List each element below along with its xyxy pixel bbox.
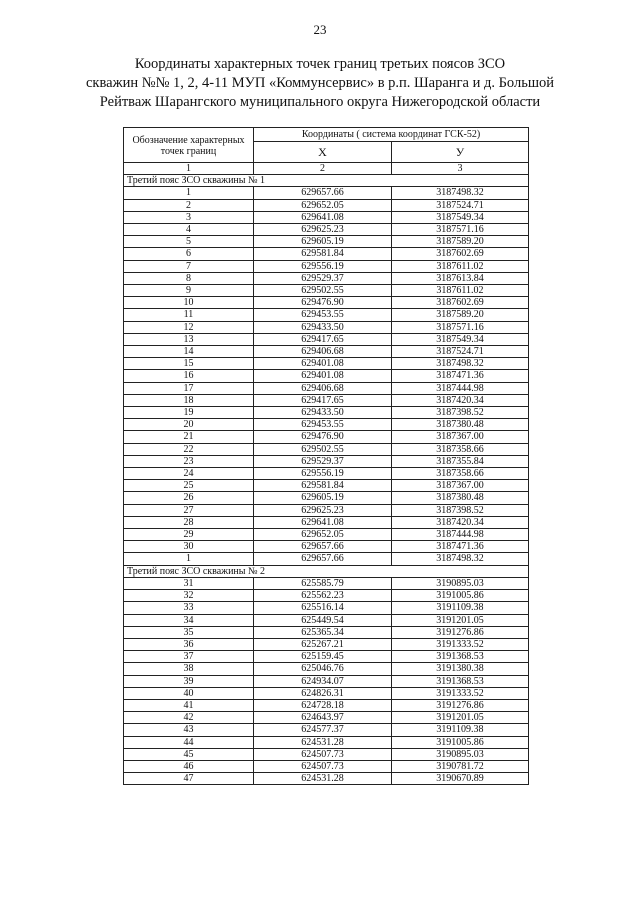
y-coordinate-cell: 3187571.16	[392, 224, 529, 236]
table-row	[124, 492, 529, 504]
point-number-cell: 1	[124, 553, 254, 565]
y-coordinate-cell: 3187380.48	[392, 492, 529, 504]
table-row	[124, 626, 529, 638]
x-coordinate-cell: 629641.08	[254, 516, 392, 528]
point-number-cell: 38	[124, 663, 254, 675]
x-coordinate-cell: 629453.55	[254, 419, 392, 431]
x-coordinate-cell: 629417.65	[254, 394, 392, 406]
y-coordinate-cell: 3187524.71	[392, 199, 529, 211]
point-number-cell: 42	[124, 712, 254, 724]
x-coordinate-cell: 629581.84	[254, 480, 392, 492]
table-row	[124, 309, 529, 321]
table-row	[124, 687, 529, 699]
table-row	[124, 431, 529, 443]
x-coordinate-cell: 629657.66	[254, 541, 392, 553]
point-number-cell: 14	[124, 346, 254, 358]
title-line-3: Рейтваж Шарангского муниципального округа Нижегородской области	[99, 94, 541, 110]
x-coordinate-cell: 629476.90	[254, 431, 392, 443]
section-title: Третий пояс ЗСО скважины № 1	[124, 175, 529, 187]
header-y: У	[392, 142, 529, 163]
y-coordinate-cell: 3187358.66	[392, 443, 529, 455]
y-coordinate-cell: 3191109.38	[392, 724, 529, 736]
x-coordinate-cell: 624934.07	[254, 675, 392, 687]
y-coordinate-cell: 3190895.03	[392, 577, 529, 589]
point-number-cell: 15	[124, 358, 254, 370]
point-number-cell: 17	[124, 382, 254, 394]
y-coordinate-cell: 3187355.84	[392, 455, 529, 467]
x-coordinate-cell: 629556.19	[254, 468, 392, 480]
y-coordinate-cell: 3187549.34	[392, 333, 529, 345]
x-coordinate-cell: 625516.14	[254, 602, 392, 614]
y-coordinate-cell: 3187471.36	[392, 541, 529, 553]
x-coordinate-cell: 629453.55	[254, 309, 392, 321]
point-number-cell: 1	[124, 187, 254, 199]
table-row	[124, 468, 529, 480]
point-number-cell: 37	[124, 651, 254, 663]
header-point-designation: Обозначение характерных точек границ	[124, 128, 254, 163]
y-coordinate-cell: 3187549.34	[392, 211, 529, 223]
y-coordinate-cell: 3187498.32	[392, 553, 529, 565]
x-coordinate-cell: 629406.68	[254, 382, 392, 394]
y-coordinate-cell: 3187602.69	[392, 297, 529, 309]
table-row	[124, 297, 529, 309]
x-coordinate-cell: 624643.97	[254, 712, 392, 724]
y-coordinate-cell: 3191005.86	[392, 736, 529, 748]
y-coordinate-cell: 3187471.36	[392, 370, 529, 382]
table-row	[124, 638, 529, 650]
x-coordinate-cell: 624826.31	[254, 687, 392, 699]
table-row	[124, 321, 529, 333]
y-coordinate-cell: 3187380.48	[392, 419, 529, 431]
point-number-cell: 35	[124, 626, 254, 638]
table-row	[124, 382, 529, 394]
x-coordinate-cell: 629657.66	[254, 553, 392, 565]
point-number-cell: 28	[124, 516, 254, 528]
x-coordinate-cell: 629529.37	[254, 272, 392, 284]
section-header-row	[124, 565, 529, 577]
x-coordinate-cell: 629529.37	[254, 455, 392, 467]
point-number-cell: 16	[124, 370, 254, 382]
x-coordinate-cell: 624728.18	[254, 699, 392, 711]
y-coordinate-cell: 3191005.86	[392, 590, 529, 602]
x-coordinate-cell: 629417.65	[254, 333, 392, 345]
point-number-cell: 21	[124, 431, 254, 443]
point-number-cell: 24	[124, 468, 254, 480]
point-number-cell: 20	[124, 419, 254, 431]
x-coordinate-cell: 625585.79	[254, 577, 392, 589]
table-row	[124, 736, 529, 748]
x-coordinate-cell: 629605.19	[254, 492, 392, 504]
y-coordinate-cell: 3187611.02	[392, 260, 529, 272]
x-coordinate-cell: 629433.50	[254, 321, 392, 333]
title-line-2: скважин №№ 1, 2, 4-11 МУП «Коммунсервис» в р.п. Шаранга и д. Большой	[86, 75, 554, 91]
y-coordinate-cell: 3187498.32	[392, 187, 529, 199]
table-row	[124, 529, 529, 541]
y-coordinate-cell: 3191333.52	[392, 687, 529, 699]
point-number-cell: 46	[124, 760, 254, 772]
y-coordinate-cell: 3187398.52	[392, 407, 529, 419]
point-number-cell: 23	[124, 455, 254, 467]
table-row	[124, 394, 529, 406]
x-coordinate-cell: 629605.19	[254, 236, 392, 248]
point-number-cell: 44	[124, 736, 254, 748]
table-row	[124, 272, 529, 284]
point-number-cell: 19	[124, 407, 254, 419]
x-coordinate-cell: 624507.73	[254, 760, 392, 772]
point-number-cell: 22	[124, 443, 254, 455]
table-row	[124, 699, 529, 711]
point-number-cell: 3	[124, 211, 254, 223]
point-number-cell: 12	[124, 321, 254, 333]
table-row	[124, 187, 529, 199]
y-coordinate-cell: 3187398.52	[392, 504, 529, 516]
table-row	[124, 236, 529, 248]
point-number-cell: 26	[124, 492, 254, 504]
x-coordinate-cell: 629625.23	[254, 224, 392, 236]
document-title	[60, 55, 580, 112]
point-number-cell: 13	[124, 333, 254, 345]
point-number-cell: 7	[124, 260, 254, 272]
point-number-cell: 34	[124, 614, 254, 626]
table-row	[124, 455, 529, 467]
y-coordinate-cell: 3187602.69	[392, 248, 529, 260]
table-row	[124, 712, 529, 724]
x-coordinate-cell: 625159.45	[254, 651, 392, 663]
y-coordinate-cell: 3187367.00	[392, 480, 529, 492]
section-header-row	[124, 175, 529, 187]
page-number: 23	[313, 22, 327, 37]
header-x: X	[254, 142, 392, 163]
x-coordinate-cell: 625449.54	[254, 614, 392, 626]
y-coordinate-cell: 3191201.05	[392, 712, 529, 724]
table-row	[124, 651, 529, 663]
y-coordinate-cell: 3190895.03	[392, 748, 529, 760]
x-coordinate-cell: 625365.34	[254, 626, 392, 638]
y-coordinate-cell: 3187367.00	[392, 431, 529, 443]
x-coordinate-cell: 629556.19	[254, 260, 392, 272]
point-number-cell: 5	[124, 236, 254, 248]
table-row	[124, 541, 529, 553]
point-number-cell: 31	[124, 577, 254, 589]
table-row	[124, 224, 529, 236]
x-coordinate-cell: 629401.08	[254, 358, 392, 370]
y-coordinate-cell: 3191368.53	[392, 675, 529, 687]
table-row	[124, 577, 529, 589]
point-number-cell: 29	[124, 529, 254, 541]
point-number-cell: 33	[124, 602, 254, 614]
y-coordinate-cell: 3191276.86	[392, 626, 529, 638]
point-number-cell: 11	[124, 309, 254, 321]
table-row	[124, 724, 529, 736]
point-number-cell: 10	[124, 297, 254, 309]
y-coordinate-cell: 3191368.53	[392, 651, 529, 663]
x-coordinate-cell: 624577.37	[254, 724, 392, 736]
point-number-cell: 39	[124, 675, 254, 687]
x-coordinate-cell: 624531.28	[254, 736, 392, 748]
y-coordinate-cell: 3187498.32	[392, 358, 529, 370]
table-row	[124, 285, 529, 297]
y-coordinate-cell: 3187444.98	[392, 382, 529, 394]
point-number-cell: 4	[124, 224, 254, 236]
y-coordinate-cell: 3187444.98	[392, 529, 529, 541]
table-row	[124, 407, 529, 419]
table-row	[124, 419, 529, 431]
point-number-cell: 40	[124, 687, 254, 699]
point-number-cell: 32	[124, 590, 254, 602]
y-coordinate-cell: 3187420.34	[392, 394, 529, 406]
point-number-cell: 25	[124, 480, 254, 492]
table-row	[124, 748, 529, 760]
table-row	[124, 260, 529, 272]
point-number-cell: 36	[124, 638, 254, 650]
y-coordinate-cell: 3187524.71	[392, 346, 529, 358]
x-coordinate-cell: 625267.21	[254, 638, 392, 650]
table-row	[124, 199, 529, 211]
x-coordinate-cell: 629476.90	[254, 297, 392, 309]
y-coordinate-cell: 3187611.02	[392, 285, 529, 297]
table-row	[124, 773, 529, 785]
table-row	[124, 333, 529, 345]
point-number-cell: 2	[124, 199, 254, 211]
table-row	[124, 760, 529, 772]
x-coordinate-cell: 629502.55	[254, 285, 392, 297]
table-body	[124, 175, 529, 785]
column-number-2: 2	[254, 163, 392, 175]
point-number-cell: 6	[124, 248, 254, 260]
x-coordinate-cell: 629433.50	[254, 407, 392, 419]
table-row	[124, 553, 529, 565]
column-number-1: 1	[124, 163, 254, 175]
y-coordinate-cell: 3190781.72	[392, 760, 529, 772]
y-coordinate-cell: 3187571.16	[392, 321, 529, 333]
title-line-1: Координаты характерных точек границ третьих поясов ЗСО	[134, 56, 506, 72]
table-row	[124, 358, 529, 370]
y-coordinate-cell: 3187420.34	[392, 516, 529, 528]
point-number-cell: 27	[124, 504, 254, 516]
x-coordinate-cell: 629406.68	[254, 346, 392, 358]
table-row	[124, 516, 529, 528]
x-coordinate-cell: 624507.73	[254, 748, 392, 760]
y-coordinate-cell: 3187589.20	[392, 309, 529, 321]
table-row	[124, 614, 529, 626]
header-coordinates: Координаты ( система координат ГСК-52)	[254, 128, 529, 142]
x-coordinate-cell: 629401.08	[254, 370, 392, 382]
point-number-cell: 45	[124, 748, 254, 760]
y-coordinate-cell: 3191276.86	[392, 699, 529, 711]
section-title: Третий пояс ЗСО скважины № 2	[124, 565, 529, 577]
x-coordinate-cell: 629652.05	[254, 529, 392, 541]
point-number-cell: 41	[124, 699, 254, 711]
y-coordinate-cell: 3187358.66	[392, 468, 529, 480]
y-coordinate-cell: 3190670.89	[392, 773, 529, 785]
x-coordinate-cell: 629625.23	[254, 504, 392, 516]
column-number-3: 3	[392, 163, 529, 175]
table-row	[124, 443, 529, 455]
table-row	[124, 346, 529, 358]
table-row	[124, 248, 529, 260]
x-coordinate-cell: 624531.28	[254, 773, 392, 785]
table-row	[124, 504, 529, 516]
table-row	[124, 663, 529, 675]
y-coordinate-cell: 3191201.05	[392, 614, 529, 626]
y-coordinate-cell: 3187589.20	[392, 236, 529, 248]
y-coordinate-cell: 3191380.38	[392, 663, 529, 675]
table-row	[124, 480, 529, 492]
table-row	[124, 211, 529, 223]
point-number-cell: 9	[124, 285, 254, 297]
y-coordinate-cell: 3191333.52	[392, 638, 529, 650]
point-number-cell: 30	[124, 541, 254, 553]
x-coordinate-cell: 625562.23	[254, 590, 392, 602]
y-coordinate-cell: 3191109.38	[392, 602, 529, 614]
x-coordinate-cell: 629581.84	[254, 248, 392, 260]
point-number-cell: 8	[124, 272, 254, 284]
point-number-cell: 18	[124, 394, 254, 406]
table-row	[124, 590, 529, 602]
table-row	[124, 602, 529, 614]
y-coordinate-cell: 3187613.84	[392, 272, 529, 284]
point-number-cell: 47	[124, 773, 254, 785]
x-coordinate-cell: 625046.76	[254, 663, 392, 675]
table-row	[124, 370, 529, 382]
x-coordinate-cell: 629502.55	[254, 443, 392, 455]
table-row	[124, 675, 529, 687]
x-coordinate-cell: 629652.05	[254, 199, 392, 211]
coordinates-table	[123, 127, 529, 785]
x-coordinate-cell: 629641.08	[254, 211, 392, 223]
x-coordinate-cell: 629657.66	[254, 187, 392, 199]
point-number-cell: 43	[124, 724, 254, 736]
